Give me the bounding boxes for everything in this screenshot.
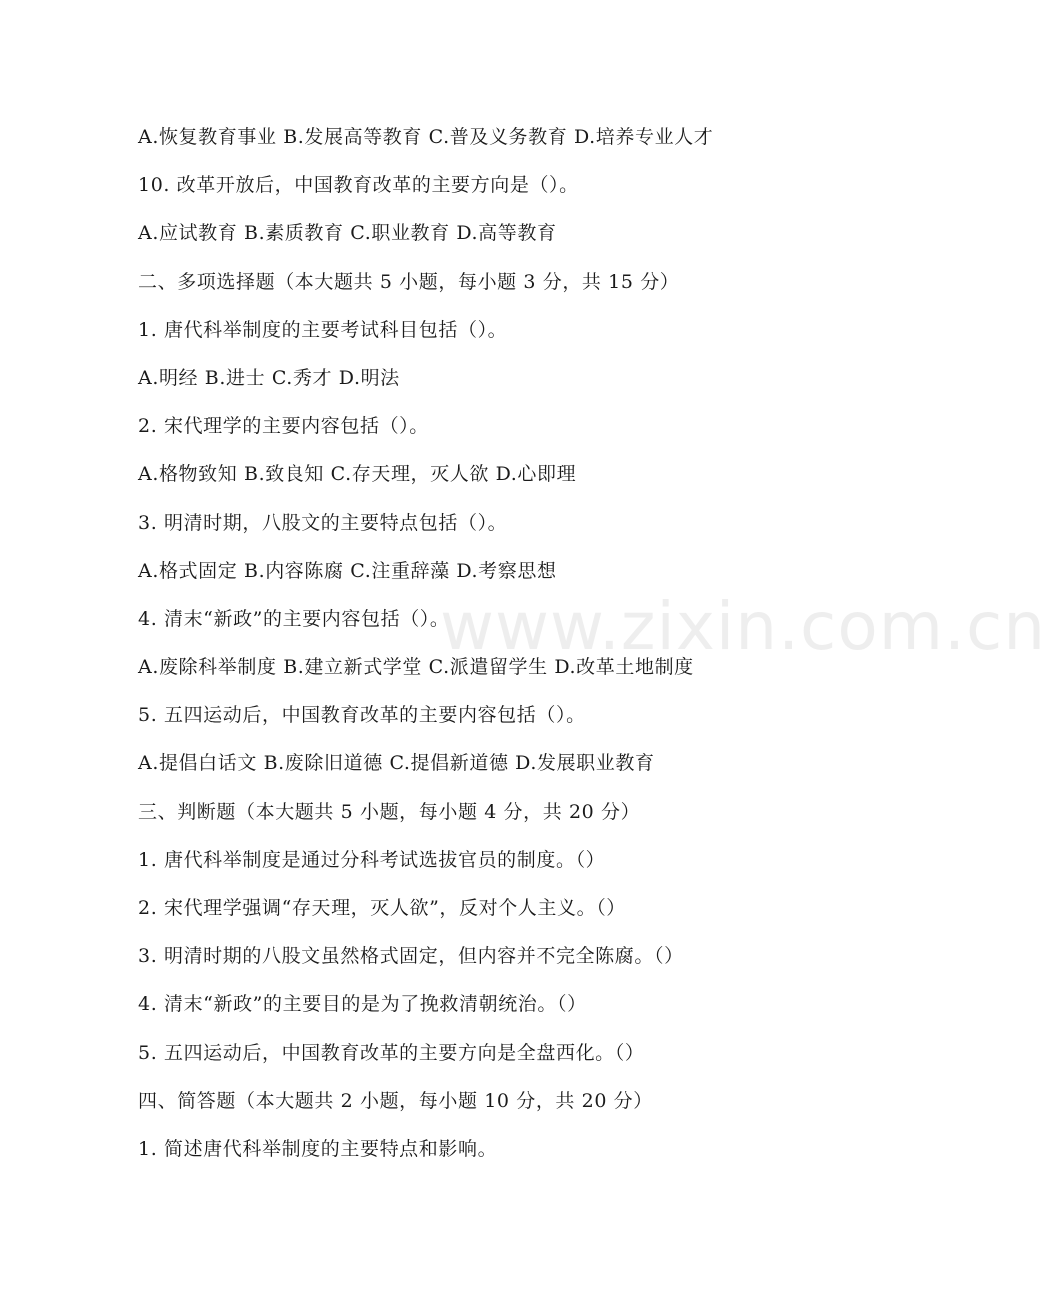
document-text-lines xyxy=(138,118,898,1178)
options-text: A.应试教育 B.素质教育 C.职业教育 D.高等教育 xyxy=(138,222,557,245)
section-heading: 二、多项选择题（本大题共 5 小题，每小题 3 分，共 15 分） xyxy=(138,270,680,293)
text-line: A.恢复教育事业 B.发展高等教育 C.普及义务教育 D.培养专业人才 xyxy=(138,126,714,148)
options-text: A.格式固定 B.内容陈腐 C.注重辞藻 D.考察思想 xyxy=(138,559,557,582)
options-text: A.格物致知 B.致良知 C.存天理，灭人欲 D.心即理 xyxy=(138,463,577,486)
question-text: 5. 五四运动后，中国教育改革的主要内容包括（）。 xyxy=(138,704,586,727)
question-text: 4. 清末“新政”的主要内容包括（）。 xyxy=(138,607,450,630)
section-heading: 四、简答题（本大题共 2 小题，每小题 10 分，共 20 分） xyxy=(138,1089,653,1112)
question-text: 3. 明清时期，八股文的主要特点包括（）。 xyxy=(138,511,508,534)
question-text: 1. 简述唐代科举制度的主要特点和影响。 xyxy=(138,1137,498,1160)
options-text: A.废除科举制度 B.建立新式学堂 C.派遣留学生 D.改革土地制度 xyxy=(138,656,694,679)
watermark: www.zixin.com.cn xyxy=(440,588,1046,665)
question-text: 4. 清末“新政”的主要目的是为了挽救清朝统治。（） xyxy=(138,993,587,1016)
question-text: 2. 宋代理学的主要内容包括（）。 xyxy=(138,415,429,438)
question-text: 1. 唐代科举制度的主要考试科目包括（）。 xyxy=(138,318,508,341)
question-text: 10. 改革开放后，中国教育改革的主要方向是（）。 xyxy=(138,174,579,197)
options-text: A.明经 B.进士 C.秀才 D.明法 xyxy=(138,366,400,389)
question-text: 5. 五四运动后，中国教育改革的主要方向是全盘西化。（） xyxy=(138,1041,645,1064)
question-text: 2. 宋代理学强调“存天理，灭人欲”，反对个人主义。（） xyxy=(138,897,626,919)
question-text: 1. 唐代科举制度是通过分科考试选拔官员的制度。（） xyxy=(138,848,606,871)
section-heading: 三、判断题（本大题共 5 小题，每小题 4 分，共 20 分） xyxy=(138,800,641,823)
question-text: 3. 明清时期的八股文虽然格式固定，但内容并不完全陈腐。（） xyxy=(138,945,684,968)
options-text: A.提倡白话文 B.废除旧道德 C.提倡新道德 D.发展职业教育 xyxy=(138,752,655,775)
